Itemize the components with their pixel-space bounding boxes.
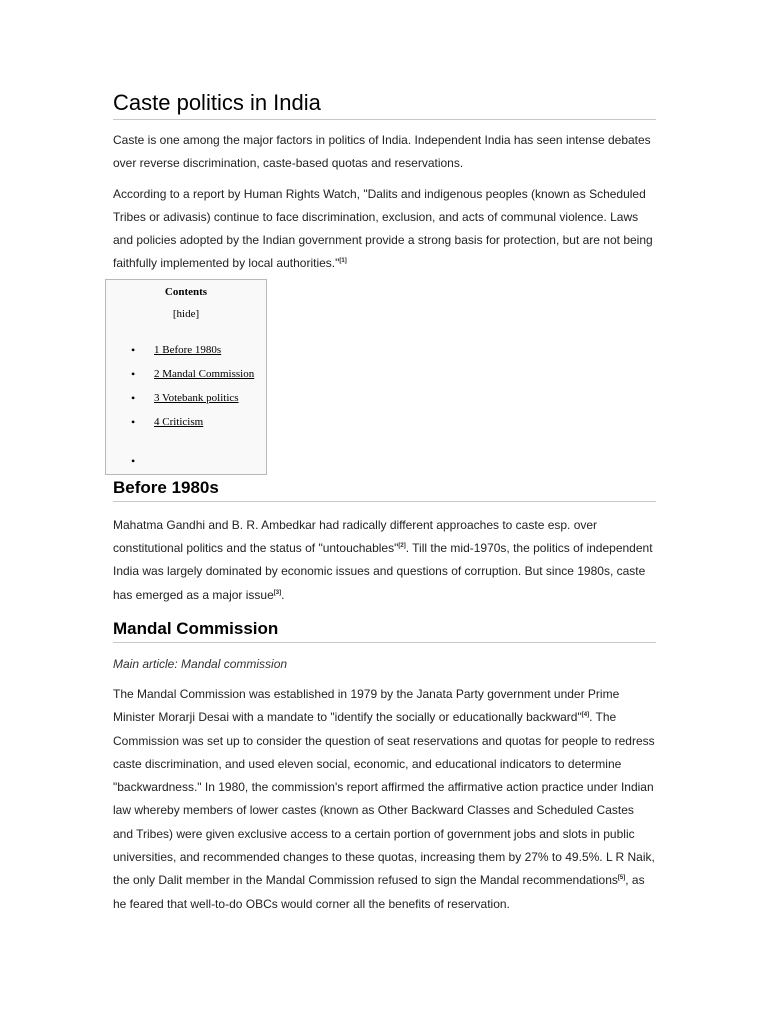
before-1980s-paragraph [113, 514, 656, 607]
mandal-paragraph [113, 683, 656, 916]
toc-link-before-1980s[interactable]: 1 Before 1980s [154, 343, 222, 356]
intro-paragraph [113, 129, 656, 176]
section-heading-mandal-commission: Mandal Commission [113, 617, 656, 643]
toc-link-mandal-commission[interactable]: 2 Mandal Commission [154, 367, 255, 380]
hrw-paragraph [113, 183, 656, 276]
mandal-text-3: , as he feared that well-to-do OBCs would corner all the benefits of reservation. [113, 873, 645, 911]
intro-text: Caste is one among the major factors in politics of India. Independent India has seen intense debates over reverse discrimination, caste-based quotas and reservations. [113, 133, 651, 171]
bullet-icon: • [131, 453, 136, 468]
table-of-contents [105, 279, 267, 475]
section-heading-before-1980s: Before 1980s [113, 476, 656, 502]
before-1980s-text-3: . [281, 587, 285, 602]
before-1980s-text-1: Mahatma Gandhi and B. R. Ambedkar had radically different approaches to caste esp. over constitutional politics and the status of "untouchables" [113, 517, 598, 556]
hrw-text: According to a report by Human Rights Watch, "Dalits and indigenous peoples (known as Scheduled Tribes or adivasis) continue to face discrimination, exclusion, and acts of communal violence. Laws and policies adopted by the Indian government provide a strong basis for protection, but are not being faithfully implemented by local authorities." [113, 186, 653, 271]
mandal-text-1: The Mandal Commission was established in 1979 by the Janata Party government under Prime Minister Morarji Desai with a mandate to "identify the socially or educationally backward" [113, 686, 620, 725]
main-article-note[interactable]: Main article: Mandal commission [113, 656, 288, 671]
bullet-icon: • [131, 342, 136, 357]
page-title: Caste politics in India [113, 88, 656, 120]
bullet-icon: • [131, 414, 136, 429]
reference-link-4[interactable]: [4] [581, 712, 590, 719]
reference-link-3[interactable]: [3] [273, 589, 282, 596]
before-1980s-text-2: . Till the mid-1970s, the politics of independent India was largely dominated by economic issues and questions of corruption. But since 1980s, caste has emerged as a major issue [113, 541, 653, 602]
toc-hide-toggle[interactable]: [hide] [172, 307, 200, 320]
reference-link-2[interactable]: [2] [398, 543, 406, 550]
mandal-text-2: . The Commission was set up to consider the question of seat reservations and quotas for people to redress caste discrimination, and used eleven social, economic, and educational indicators to determine "backwardness." In 1980, the commission's report affirmed the affirmative action practice under Indian law whereby members of lower castes (known as Other Backward Classes and Scheduled Castes and Tribes) were given exclusive access to a certain portion of government jobs and slots in public universities, and recommended changes to these quotas, increasing them by 27% to 49.5%. L R Naik, the only Dalit member in the Mandal Commission refused to sign the Mandal recommendations [113, 710, 655, 888]
bullet-icon: • [131, 390, 136, 405]
reference-link-5[interactable]: [5] [617, 875, 626, 882]
reference-link-1[interactable]: [1] [339, 258, 347, 265]
article-page [113, 88, 656, 916]
toc-title: Contents [164, 285, 208, 298]
bullet-icon: • [131, 366, 136, 381]
toc-link-criticism[interactable]: 4 Criticism [154, 415, 204, 428]
toc-link-votebank-politics[interactable]: 3 Votebank politics [154, 391, 239, 404]
